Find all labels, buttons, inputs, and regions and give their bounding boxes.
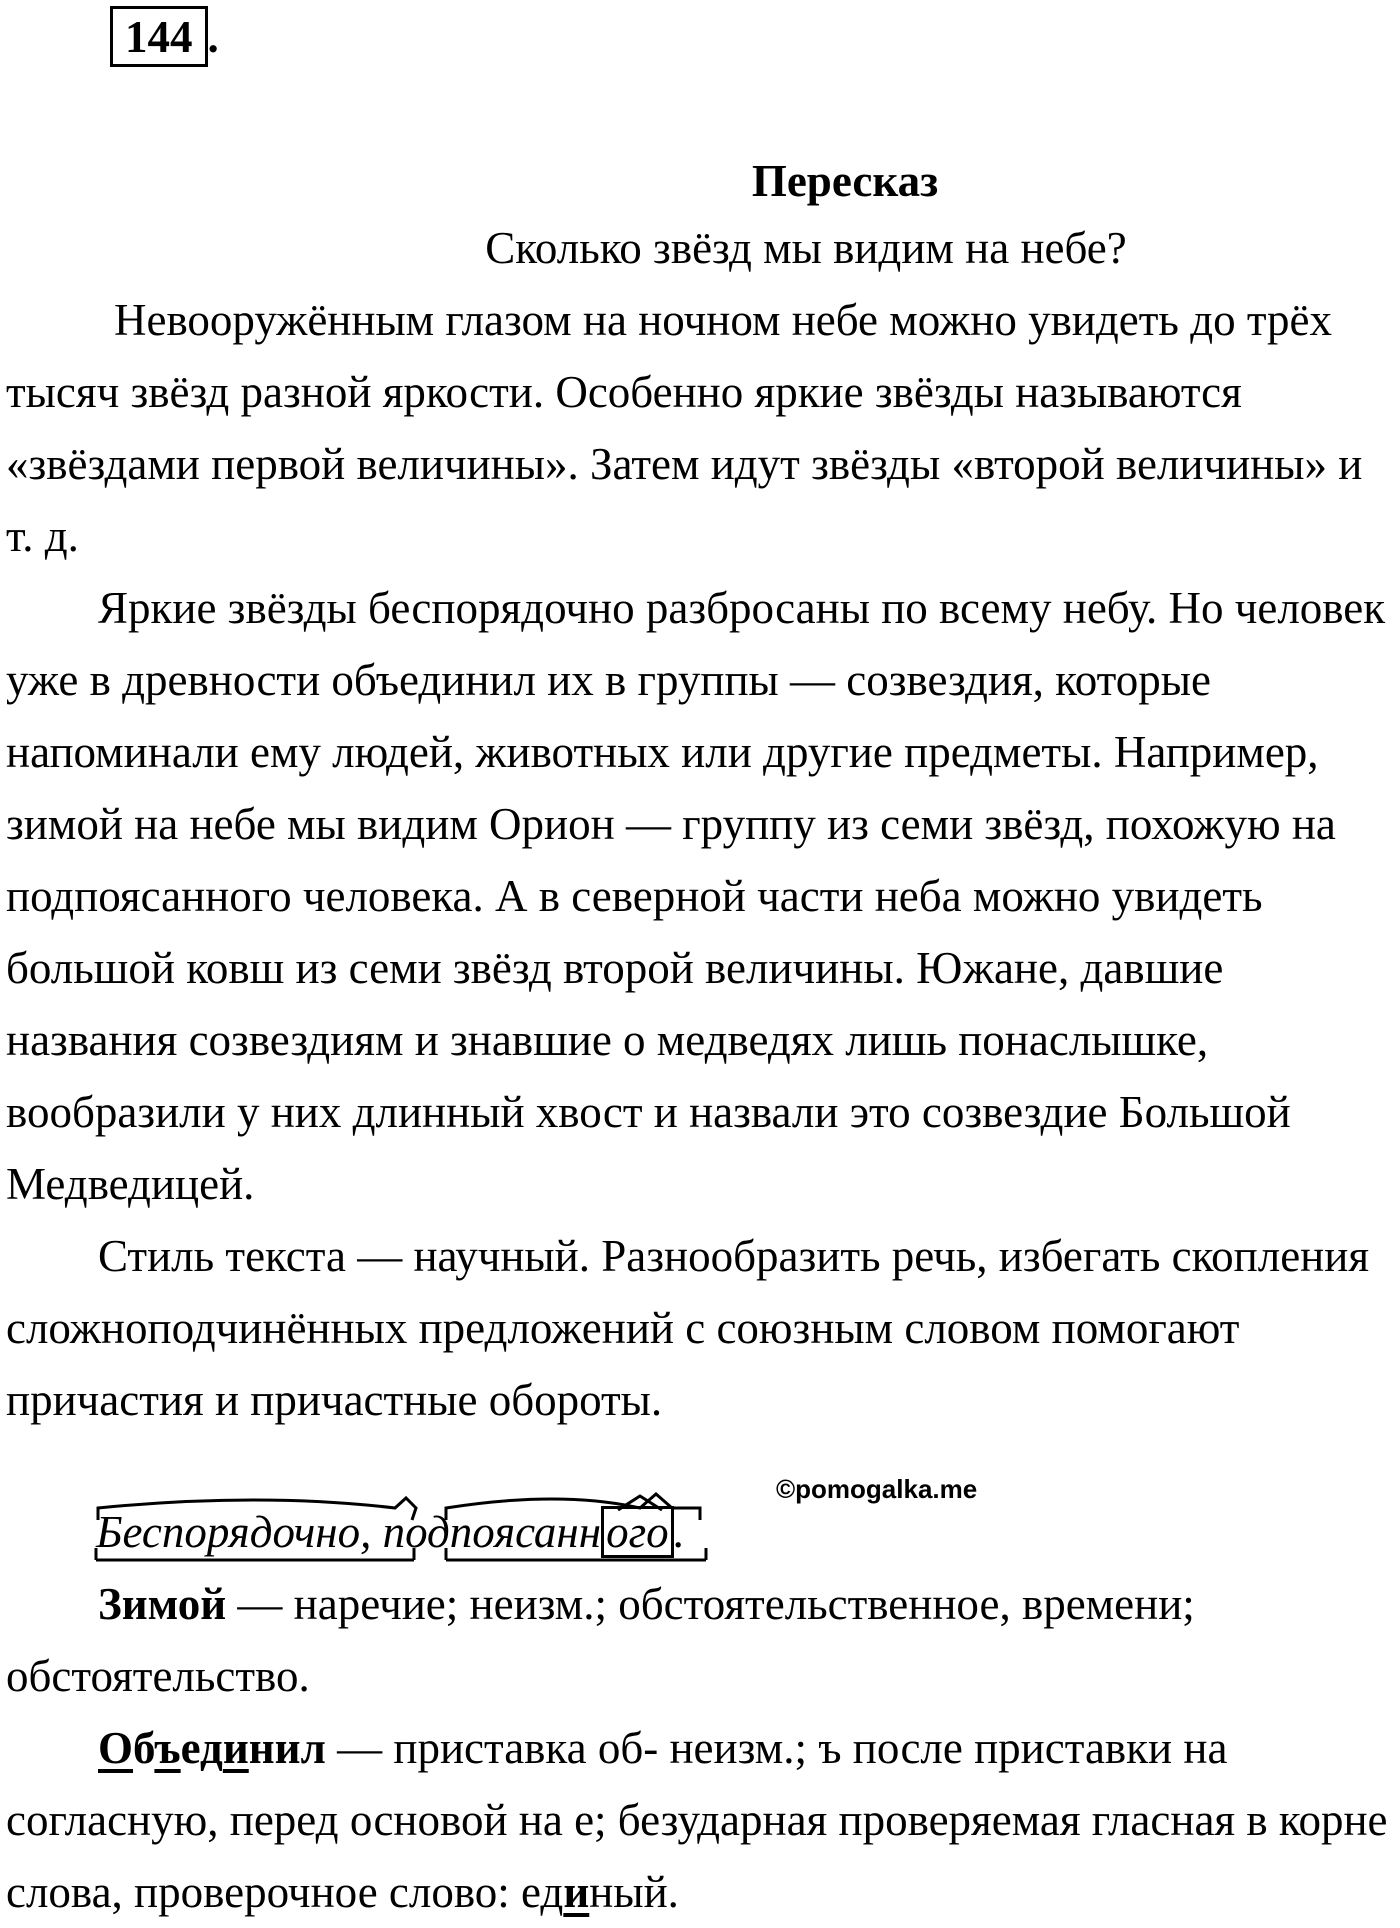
morpheme-word-2-stem: подпоясанн [382,1507,602,1557]
analysis-text-2: — приставка об- неизм.; ъ после приставки на согласную, перед основой на е; безударная проверяемая гласная в корне слова, проверочное слово: ед [6,1723,1388,1917]
underlined-letter: О [98,1723,134,1773]
analysis-text-1: — наречие; неизм.; обстоятельственное, времени; обстоятельство. [6,1579,1195,1701]
check-word-letter: и [563,1867,590,1917]
morpheme-word-1: Беспорядочно [96,1507,361,1557]
morpheme-ending-box: ого [601,1506,674,1558]
analysis-body [6,1568,1396,1928]
morpheme-word-2 [383,1496,674,1568]
task-number-box: 144 [110,6,208,67]
analysis-paragraph-1 [6,1568,1396,1712]
check-word-end: ный. [589,1867,679,1917]
watermark: ©pomogalka.me [776,1474,978,1504]
text-subtitle: Сколько звёзд мы видим на небе? [485,223,1127,273]
task-number-dot: . [207,12,219,62]
underlined-letter: ъ [154,1723,181,1773]
letter: ед [180,1723,223,1773]
letter: б [133,1723,155,1773]
paragraph-3: Стиль текста — научный. Разнообразить речь, избегать скопления сложноподчинённых предложений с союзным словом помогают причастия и причастные обороты. [6,1231,1370,1425]
analysis-word-2 [98,1723,326,1773]
morpheme-period: . [673,1507,685,1557]
analysis-word-1: Зимой [98,1579,227,1629]
underlined-letter: и [222,1723,249,1773]
morpheme-analysis [96,1496,685,1568]
page-title: Пересказ [751,156,939,206]
paragraph-2: Яркие звёзды беспорядочно разбросаны по всему небу. Но человек уже в древности объединил их в группы — созвездия, которые напоминали ему людей, животных или другие предметы. Например, зимой на небе мы видим Орион — группу из семи звёзд, похожую на подпоясанного человека. А в северной части неба можно увидеть большой ковш из семи звёзд второй величины. Южане, давшие названия созвездиям и знавшие о медведях лишь понаслышке, вообразили у них длинный хвост и назвали это созвездие Большой Медведицей. [6,583,1386,1209]
text-body [6,212,1396,1436]
paragraph-1: Невооружённым глазом на ночном небе можно увидеть до трёх тысяч звёзд разной яркости. Особенно яркие звёзды называются «звёздами первой величины». Затем идут звёзды «второй величины» и т. д. [6,295,1363,561]
letter: нил [248,1723,326,1773]
morpheme-comma: , [360,1507,383,1557]
analysis-paragraph-2 [6,1712,1396,1928]
task-number [110,6,219,67]
